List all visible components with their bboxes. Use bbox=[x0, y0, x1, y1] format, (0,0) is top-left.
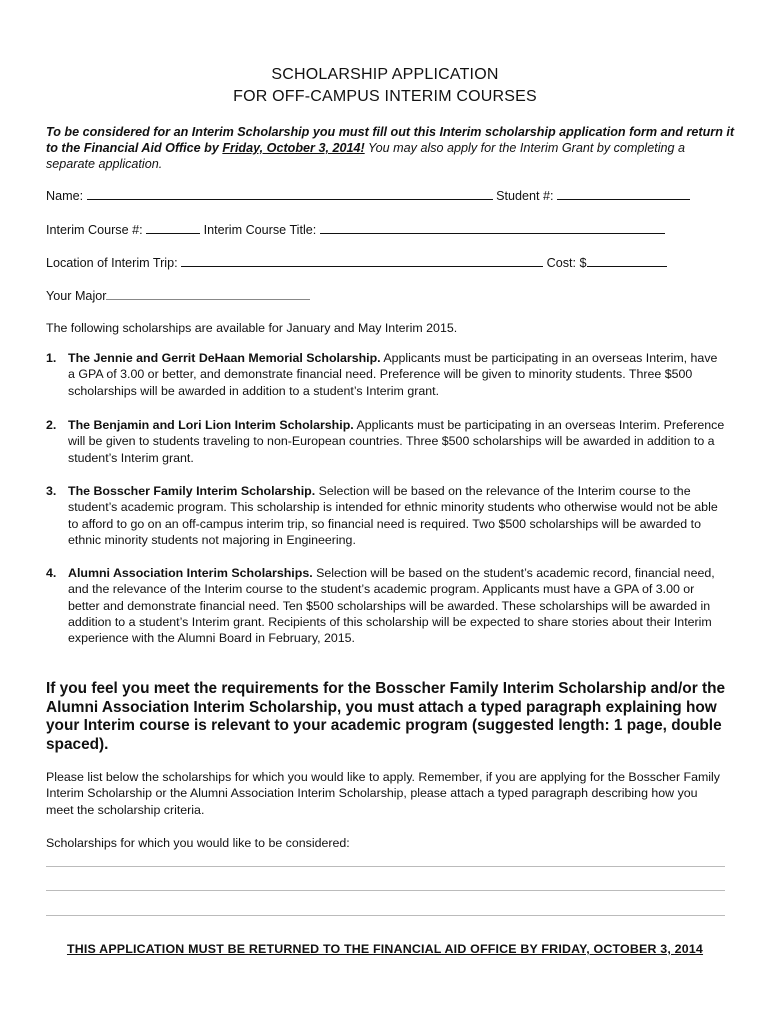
list-item-number: 1. bbox=[46, 351, 57, 365]
list-item-number: 3. bbox=[46, 484, 57, 498]
major-field[interactable] bbox=[106, 288, 310, 300]
requirement-note: If you feel you meet the requirements for the Bosscher Family Interim Scholarship and/or the Alumni Association Interim Scholarship, you must attach a typed paragraph explaining how your Interim course is relevant to your academic program (suggested length: 1 page, double spaced). bbox=[46, 680, 726, 753]
list-item bbox=[46, 417, 726, 466]
cost-field[interactable] bbox=[587, 255, 667, 267]
scholarship-description: Applicants must be participating in an overseas Interim. Preference will be given to students traveling to non-European countries. Three $500 scholarships will be awarded in addition to a student’s Interim grant. bbox=[68, 418, 725, 465]
scholarship-entry-line-3[interactable] bbox=[46, 915, 725, 916]
list-instructions: Please list below the scholarships for which you would like to apply. Remember, if you are applying for the Bosscher Family Interim Scholarship or the Alumni Association Interim Scholarship, please attach a typed paragraph describing how you meet the scholarship criteria. bbox=[46, 770, 720, 817]
page-subtitle: FOR OFF-CAMPUS INTERIM COURSES bbox=[233, 88, 537, 105]
list-item-number: 4. bbox=[46, 566, 57, 580]
page-title: SCHOLARSHIP APPLICATION bbox=[271, 66, 499, 83]
scholarship-entry-line-2[interactable] bbox=[46, 890, 725, 891]
name-label: Name: bbox=[46, 189, 84, 203]
location-field[interactable] bbox=[181, 255, 543, 267]
list-item bbox=[46, 350, 726, 399]
scholarship-description: Selection will be based on the relevance of the Interim course to the student’s academic program. This scholarship is intended for ethnic minority students who otherwise would not be able to afford to go on an off-campus interim trip, so financial need is required. Two $500 scholarships will be awarded to ethnic minority students not majoring in Engineering. bbox=[68, 484, 718, 547]
location-label: Location of Interim Trip: bbox=[46, 256, 178, 270]
course-title-label: Interim Course Title: bbox=[203, 223, 317, 237]
list-item-number: 2. bbox=[46, 418, 57, 432]
scholarship-name: Alumni Association Interim Scholarships. bbox=[68, 566, 313, 580]
scholarship-name: The Benjamin and Lori Lion Interim Scholarship. bbox=[68, 418, 354, 432]
intro-rest-text: You may also apply for the Interim Grant by completing a separate application. bbox=[46, 141, 686, 171]
deadline-text: Friday, October 3, 2014! bbox=[222, 141, 365, 155]
major-label: Your Major bbox=[46, 289, 107, 303]
considered-label: Scholarships for which you would like to be considered: bbox=[46, 836, 350, 850]
course-title-field[interactable] bbox=[320, 222, 665, 234]
student-number-label: Student #: bbox=[496, 189, 554, 203]
name-row bbox=[46, 188, 690, 203]
major-row bbox=[46, 288, 310, 303]
scholarship-description: Applicants must be participating in an overseas Interim, have a GPA of 3.00 or better, and demonstrate financial need. Preference will be given to minority students. Three $500 scholarships will be awarded in addition to a student’s Interim grant. bbox=[68, 351, 718, 398]
scholarship-name: The Jennie and Gerrit DeHaan Memorial Scholarship. bbox=[68, 351, 381, 365]
scholarship-description: Selection will be based on the student’s academic record, financial need, and the relevance of the Interim course to the student’s academic program. Applicants must have a GPA of 3.00 or better and demonstrate financial need. Ten $500 scholarships will be awarded. These scholarships will be awarded in addition to a student’s Interim grant. Recipients of this scholarship will be expected to share stories about their Interim experience with the Alumni Board in February, 2015. bbox=[68, 566, 715, 646]
footer-notice: THIS APPLICATION MUST BE RETURNED TO THE FINANCIAL AID OFFICE BY FRIDAY, OCTOBER 3, 2014 bbox=[66, 942, 704, 956]
location-row bbox=[46, 255, 667, 270]
course-row bbox=[46, 222, 665, 237]
course-number-field[interactable] bbox=[146, 222, 200, 234]
available-scholarships-text: The following scholarships are available for January and May Interim 2015. bbox=[46, 321, 458, 335]
name-field[interactable] bbox=[87, 188, 493, 200]
list-item bbox=[46, 565, 726, 646]
student-number-field[interactable] bbox=[557, 188, 690, 200]
intro-bold-text: To be considered for an Interim Scholarship you must fill out this Interim scholarship application form and return it to the Financial Aid Office by bbox=[46, 125, 735, 155]
scholarship-entry-line-1[interactable] bbox=[46, 866, 725, 867]
scholarship-name: The Bosscher Family Interim Scholarship. bbox=[68, 484, 316, 498]
intro-instructions bbox=[46, 124, 736, 172]
cost-label: Cost: $ bbox=[546, 256, 587, 270]
list-item bbox=[46, 483, 726, 548]
course-number-label: Interim Course #: bbox=[46, 223, 143, 237]
